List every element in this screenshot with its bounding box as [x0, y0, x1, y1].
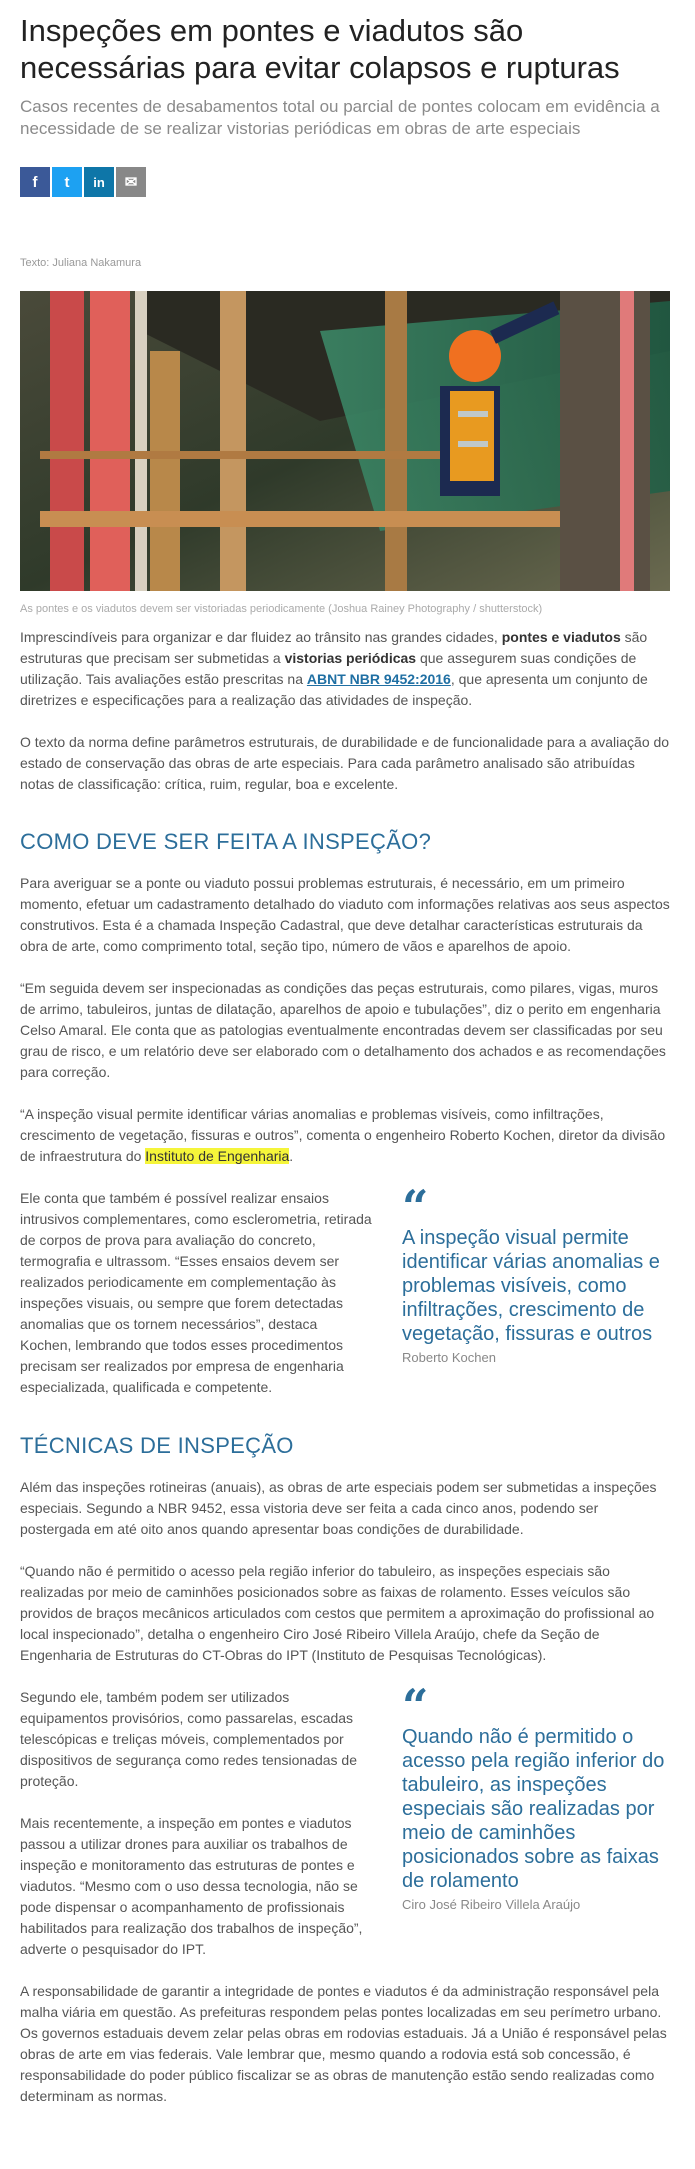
paragraph: Mais recentemente, a inspeção em pontes e viadutos passou a utilizar drones para auxiliar os trabalhos de inspeção e monitoramento das estruturas de pontes e viadutos. “Mesmo com o uso dessa tecnologia, não se pode dispensar o acompanhamento de profissionais habilitados para realização dos trabalhos de inspeção”, adverte o pesquisador do IPT.	[20, 1815, 363, 1957]
quote-author: Roberto Kochen	[402, 1350, 496, 1365]
byline: Texto: Juliana Nakamura	[20, 257, 142, 269]
quote-text: Quando não é permitido o acesso pela região inferior do tabuleiro, as inspeções especiais são realizadas por meio de caminhões posicionados sobre as faixas de rolamento	[402, 1726, 665, 1892]
paragraph: “A inspeção visual permite identificar várias anomalias e problemas visíveis, como infiltrações, crescimento de vegetação, fissuras e outros”, comenta o engenheiro Roberto Kochen, diretor da divisão de infraestrutura do Instituto de Engenharia.	[20, 1106, 666, 1164]
two-column-block	[20, 1679, 670, 1981]
twitter-icon: t	[64, 173, 70, 191]
paragraph: Além das inspeções rotineiras (anuais), as obras de arte especiais podem ser submetidas a inspeções especiais. Segundo a NBR 9452, essa vistoria deve ser feita a cada cinco anos, podendo ser postergada em até oito anos quando apresentar boas condições de durabilidade.	[20, 1479, 657, 1537]
paragraph: Segundo ele, também podem ser utilizados equipamentos provisórios, como passarelas, escadas telescópicas e treliças móveis, complementados por dispositivos de segurança como redes tensionadas de proteção.	[20, 1689, 357, 1789]
email-icon: ✉	[124, 174, 138, 191]
linkedin-icon: in	[93, 174, 105, 190]
linkedin-share-button[interactable]	[84, 167, 114, 197]
instituto-engenharia-link[interactable]: Instituto de Engenharia	[145, 1148, 290, 1164]
email-share-button[interactable]	[116, 167, 146, 197]
quote-author: Ciro José Ribeiro Villela Araújo	[402, 1897, 581, 1912]
bridge-inspection-image	[20, 291, 670, 591]
paragraph: A responsabilidade de garantir a integridade de pontes e viadutos é da administração responsável pela malha viária em questão. As prefeituras respondem pelas pontes localizadas em seu perímetro urbano. Os governos estaduais devem zelar pelas obras em rodovias estaduais. Já a União é responsável pelas obras de arte em vias federais. Vale lembrar que, mesmo quando a rodovia está sob concessão, é responsabilidade do poder público fiscalizar se as obras de manutenção estão sendo realizadas como determinam as normas.	[20, 1983, 667, 2104]
quote-icon: “	[402, 1679, 429, 1733]
quote-text: A inspeção visual permite identificar várias anomalias e problemas visíveis, como infiltrações, crescimento de vegetação, fissuras e outros	[402, 1227, 660, 1345]
paragraph: Para averiguar se a ponte ou viaduto possui problemas estruturais, é necessário, em um primeiro momento, efetuar um cadastramento detalhado do viaduto com informações relativas aos seus aspectos construtivos. Esta é a chamada Inspeção Cadastral, que deve detalhar características estruturais da obra de arte, como comprimento total, seção tipo, número de vãos e aparelhos de apoio.	[20, 875, 670, 954]
section-heading-tecnicas: TÉCNICAS DE INSPEÇÃO	[20, 1433, 294, 1458]
article-subtitle: Casos recentes de desabamentos total ou parcial de pontes colocam em evidência a necessidade de se realizar vistorias periódicas em obras de arte especiais	[20, 97, 660, 138]
facebook-share-button[interactable]	[20, 167, 50, 197]
paragraph: “Em seguida devem ser inspecionadas as condições das peças estruturais, como pilares, vigas, muros de arrimo, tabuleiros, juntas de dilatação, aparelhos de apoio e tubulações”, diz o perito em engenharia Celso Amaral. Ele conta que as patologias eventualmente encontradas devem ser classificadas por seu grau de risco, e um relatório deve ser elaborado com o detalhamento dos achados e as recomendações para correção.	[20, 980, 666, 1080]
image-caption: As pontes e os viadutos devem ser vistoriadas periodicamente (Joshua Rainey Photography / shutterstock)	[20, 603, 543, 615]
article-photo	[20, 291, 670, 591]
pull-quote	[402, 1679, 670, 1981]
section-heading-inspecao: COMO DEVE SER FEITA A INSPEÇÃO?	[20, 829, 432, 854]
paragraph: “Quando não é permitido o acesso pela região inferior do tabuleiro, as inspeções especiais são realizadas por meio de caminhões posicionados sobre as faixas de rolamento. Esses veículos são providos de braços mecânicos articulados com cestos que permitem a aproximação do profissional ao local inspecionado”, detalha o engenheiro Ciro José Ribeiro Villela Araújo, chefe da Seção de Engenharia de Estruturas do CT-Obras do IPT (Instituto de Pesquisas Tecnológicas).	[20, 1563, 655, 1663]
pull-quote	[402, 1180, 670, 1419]
intro-paragraph-1: Imprescindíveis para organizar e dar fluidez ao trânsito nas grandes cidades, pontes e viadutos são estruturas que precisam ser submetidas a vistorias periódicas que assegurem suas condições de utilização. Tais avaliações estão prescritas na ABNT NBR 9452:2016, que apresenta um conjunto de diretrizes e especificações para a realização das atividades de inspeção.	[20, 629, 648, 708]
abnt-nbr-link[interactable]: ABNT NBR 9452:2016	[306, 671, 451, 687]
facebook-icon: f	[32, 173, 38, 191]
two-column-block	[20, 1180, 670, 1419]
article	[20, 12, 670, 2107]
paragraph: Ele conta que também é possível realizar ensaios intrusivos complementares, como esclerometria, retirada de corpos de prova para avaliação do concreto, termografia e ultrassom. “Esses ensaios devem ser realizados periodicamente em complementação às inspeções visuais, ou sempre que forem detectadas anomalias que os tornem necessários”, destaca Kochen, lembrando que todos esses procedimentos precisam ser realizados por empresa de engenharia especializada, qualificada e competente.	[20, 1190, 372, 1395]
article-title: Inspeções em pontes e viadutos são necessárias para evitar colapsos e rupturas	[20, 13, 620, 85]
quote-icon: “	[402, 1180, 429, 1234]
share-bar	[20, 167, 670, 197]
intro-paragraph-2: O texto da norma define parâmetros estruturais, de durabilidade e de funcionalidade para a avaliação do estado de conservação das obras de arte especiais. Para cada parâmetro analisado são atribuídas notas de classificação: crítica, ruim, regular, boa e excelente.	[20, 734, 670, 792]
twitter-share-button[interactable]	[52, 167, 82, 197]
